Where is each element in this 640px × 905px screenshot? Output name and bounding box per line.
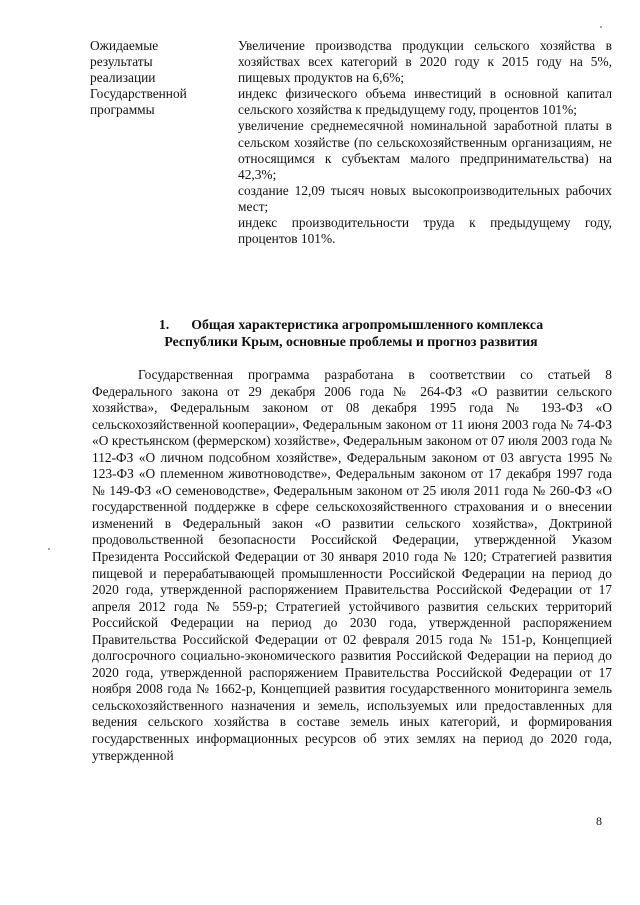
scan-speck	[600, 26, 602, 28]
results-label	[90, 38, 238, 247]
results-label-line: Государственной	[90, 86, 187, 101]
section-number: 1.	[158, 317, 170, 332]
section-title-line-1: Общая характеристика агропромышленного комплекса	[191, 317, 544, 332]
results-label-line: реализации	[90, 70, 156, 85]
section-heading-line-1	[90, 316, 612, 333]
body-paragraph: Государственная программа разработана в соответствии со статьей 8 Федерального закона от 29 декабря 2006 года № 264-ФЗ «О развитии сельского хозяйства», Федеральным законом от 08 декабря 1995 года № 193-ФЗ «О сельскохозяйственной кооперации», Федеральным законом от 11 июня 2003 года № 74-ФЗ «О крестьянском (фермерском) хозяйстве», Федеральным законом от 07 июля 2003 года № 112-ФЗ «О личном подсобном хозяйстве», Федеральным законом от 03 августа 1995 № 123-ФЗ «О племенном животноводстве», Федеральным законом от 17 декабря 1997 года № 149-ФЗ «О семеноводстве», Федеральным законом от 25 июля 2011 года № 260-ФЗ «О государственной поддержке в сфере сельскохозяйственного страхования и о внесении изменений в Федеральный закон «О развитии сельского хозяйства», Доктриной продовольственной безопасности Российской Федерации, утвержденной Указом Президента Российской Федерации от 30 января 2010 года № 120; Стратегией развития пищевой и перерабатывающей промышленности Российской Федерации на период до 2020 года, утвержденной распоряжением Правительства Российской Федерации от 17 апреля 2012 года № 559-р; Стратегией устойчивого развития сельских территорий Российской Федерации на период до 2030 года, утвержденной распоряжением Правительства Российской Федерации от 02 февраля 2015 года № 151-р, Концепцией долгосрочного социально-экономического развития Российской Федерации на период до 2020 года, утвержденной распоряжением Правительства Российской Федерации от 17 ноября 2008 года № 1662-р, Концепцией развития государственного мониторинга земель сельскохозяйственного назначения и земель, используемых или предоставленных для ведения сельского хозяйства в составе земель иных категорий, и формирования государственных информационных ресурсов об этих землях на период до 2020 года, утвержденной	[92, 367, 612, 763]
result-item: индекс физического объема инвестиций в основной капитал сельского хозяйства к предыдущему году, процентов 101%;	[238, 86, 612, 118]
result-item: увеличение среднемесячной номинальной заработной платы в сельском хозяйстве (по сельскохозяйственным организациям, не относящимся к субъектам малого предпринимательства) на 42,3%;	[238, 118, 612, 182]
results-label-line: результаты	[90, 54, 153, 69]
expected-results-row	[90, 38, 612, 247]
results-label-line: программы	[90, 102, 155, 117]
section-heading	[90, 316, 612, 350]
scan-speck	[48, 548, 50, 550]
section-title-line-2: Республики Крым, основные проблемы и прогноз развития	[164, 334, 538, 349]
results-content	[238, 38, 612, 247]
result-item: создание 12,09 тысяч новых высокопроизводительных рабочих мест;	[238, 182, 612, 214]
results-label-line: Ожидаемые	[90, 38, 159, 53]
result-item: индекс производительности труда к предыдущему году, процентов 101%.	[238, 215, 612, 247]
result-item: Увеличение производства продукции сельского хозяйства в хозяйствах всех категорий в 2020 году к 2015 году на 5%, пищевых продуктов на 6,6%;	[238, 38, 612, 86]
expected-results-table	[90, 38, 612, 247]
page-number: 8	[596, 814, 602, 828]
